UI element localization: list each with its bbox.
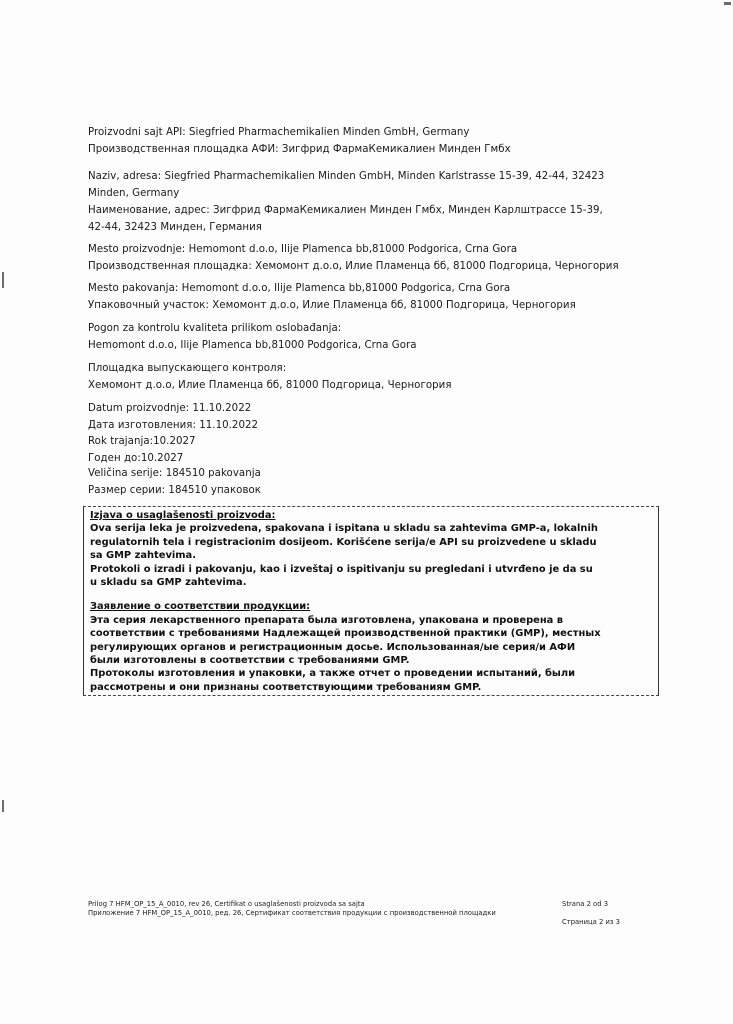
declaration-line: regulatornih tela i registracionim dosijeom. Korišćene serija/e API su proizvedene u skladu — [90, 536, 597, 548]
name-address-ru-line-1: Наименование, адрес: Зигфрид ФармаКемикалиен Минден Гмбх, Минден Карлштрассе 15-39, — [88, 205, 603, 216]
name-address-sr-line-1: Naziv, adresa: Siegfried Pharmachemikalien Minden GmbH, Minden Karlstrasse 15-39, 42-44, 32423 — [88, 171, 605, 182]
release-control-value: Хемомонт д.о.о, Илие Пламенца бб, 81000 Подгорица, Черногория — [88, 380, 452, 391]
footer-row-1 — [88, 900, 648, 909]
declaration-line: соответствии с требованиями Надлежащей производственной практики (GMP), местных — [90, 628, 601, 640]
qc-release-label: Pogon za kontrolu kvaliteta prilikom oslobađanja: — [88, 323, 342, 334]
scan-artifact — [724, 2, 731, 5]
qc-release-value: Hemomont d.o.o, Ilije Plamenca bb,81000 Podgorica, Crna Gora — [88, 340, 417, 351]
conformity-declaration-box — [83, 506, 659, 696]
packaging-site-block — [88, 280, 648, 314]
packaging-site-sr: Mesto pakovanja: Hemomont d.o.o, Ilije Plamenca bb,81000 Podgorica, Crna Gora — [88, 283, 511, 294]
footer-reference-sr: Prilog 7 HFM_OP_15_A_0010, rev 26, Certifikat o usaglašenosti proizvoda sa sajta — [88, 900, 365, 908]
page-number-sr: Strana 2 od 3 — [562, 900, 609, 908]
release-control-label: Площадка выпускающего контроля: — [88, 363, 287, 374]
production-date-sr: Datum proizvodnje: 11.10.2022 — [88, 403, 252, 414]
manufacturing-site-block — [88, 241, 648, 275]
expiry-date-ru: Годен до:10.2027 — [88, 453, 184, 464]
manufacturing-site-sr: Mesto proizvodnje: Hemomont d.o.o, Ilije Plamenca bb,81000 Podgorica, Crna Gora — [88, 244, 518, 255]
declaration-line: sa GMP zahtevima. — [90, 550, 196, 562]
expiry-date-block — [88, 433, 648, 467]
batch-size-ru: Размер серии: 184510 упаковок — [88, 485, 261, 496]
production-date-ru: Дата изготовления: 11.10.2022 — [88, 420, 259, 431]
declaration-line: были изготовлены в соответствии с требованиями GMP. — [90, 655, 410, 667]
declaration-line: Протоколы изготовления и упаковки, а также отчет о проведении испытаний, были — [90, 668, 576, 680]
declaration-line: Protokoli o izradi i pakovanju, kao i izveštaj o ispitivanju su pregledani i utvrđeno je da su — [90, 563, 593, 575]
name-address-block — [88, 168, 648, 236]
declaration-line: рассмотрены и они признаны соответствующими требованиям GMP. — [90, 681, 482, 693]
footer-row-2 — [88, 909, 648, 918]
packaging-site-ru: Упаковочный участок: Хемомонт д.о.о, Илие Пламенца бб, 81000 Подгорица, Черногория — [88, 300, 576, 311]
declaration-line: регулирующих органов и регистрационным досье. Использованная/ые серия/и АФИ — [90, 641, 576, 653]
scan-artifact — [2, 272, 4, 288]
name-address-ru-line-2: 42-44, 32423 Минден, Германия — [88, 222, 262, 233]
expiry-date-sr: Rok trajanja:10.2027 — [88, 436, 196, 447]
production-date-block — [88, 400, 648, 434]
page-number-ru: Страница 2 из 3 — [562, 918, 620, 926]
qc-release-site-block — [88, 320, 648, 354]
footer-reference-ru: Приложение 7 HFM_OP_15_A_0010, ред. 26, Сертификат соответствия продукции с производственной площадки — [88, 909, 496, 917]
footer-row-3 — [88, 918, 648, 927]
declaration-heading-ru: Заявление о соответствии продукции: — [90, 601, 311, 613]
api-site-sr: Proizvodni sajt API: Siegfried Pharmachemikalien Minden GmbH, Germany — [88, 127, 470, 138]
declaration-line: u skladu sa GMP zahtevima. — [90, 577, 247, 589]
declaration-line: Ova serija leka je proizvedena, spakovana i ispitana u skladu sa zahtevima GMP-a, lokalnih — [90, 523, 598, 535]
declaration-russian — [90, 600, 652, 694]
api-site-ru: Производственная площадка АФИ: Зигфрид ФармаКемикалиен Минден Гмбх — [88, 144, 511, 155]
batch-size-block — [88, 465, 648, 499]
scan-artifact — [2, 800, 4, 812]
name-address-sr-line-2: Minden, Germany — [88, 188, 180, 199]
release-control-site-block — [88, 360, 648, 394]
declaration-line: Эта серия лекарственного препарата была изготовлена, упакована и проверена в — [90, 614, 564, 626]
declaration-heading-sr: Izjava o usaglašenosti proizvoda: — [90, 510, 276, 521]
declaration-serbian — [90, 509, 652, 589]
manufacturing-site-ru: Производственная площадка: Хемомонт д.о.о, Илие Пламенца бб, 81000 Подгорица, Черногория — [88, 261, 619, 272]
batch-size-sr: Veličina serije: 184510 pakovanja — [88, 468, 261, 479]
api-site-block — [88, 124, 648, 158]
